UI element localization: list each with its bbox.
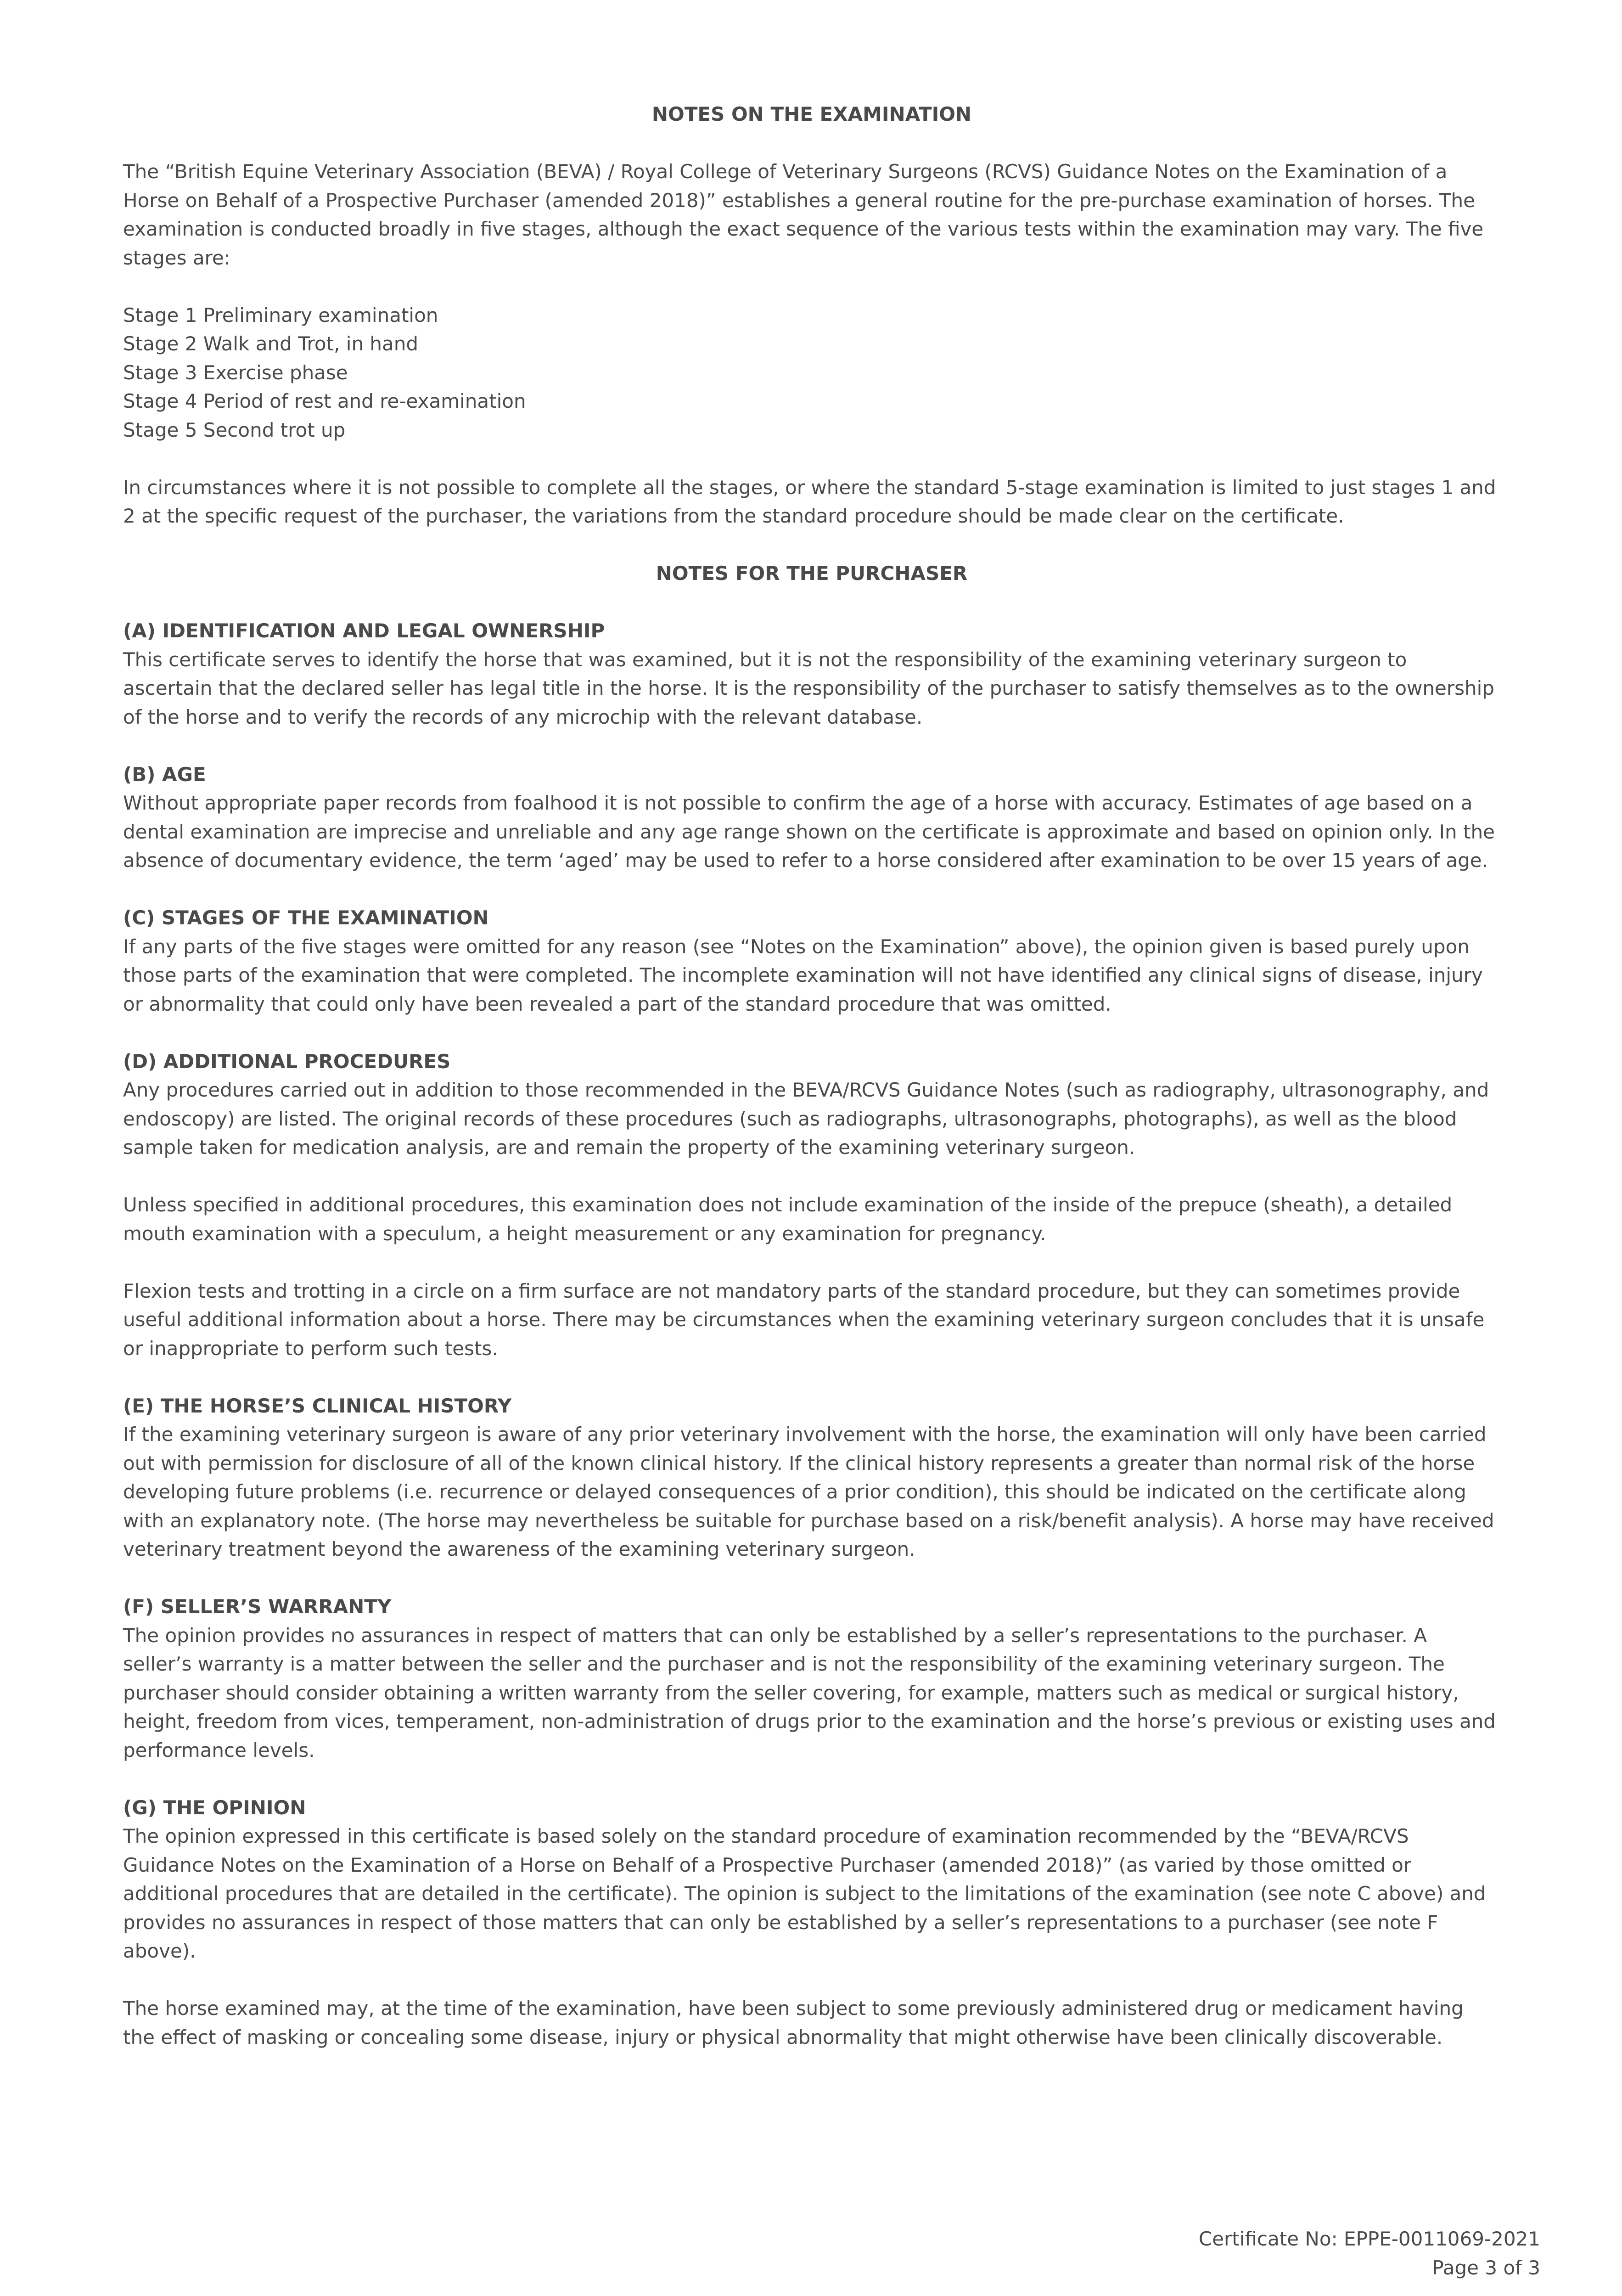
section-a-text: This certificate serves to identify the horse that was examined, but it is not the responsibility of the examining veterinary surgeon to ascertain that the declared seller has legal title in the horse. It is the responsibility of the purchaser to satisfy themselves as to the ownership of the horse and to verify the records of any microchip with the relevant database.	[123, 648, 1494, 728]
section-e-text: If the examining veterinary surgeon is aware of any prior veterinary involvement with the horse, the examination will only have been carried out with permission for disclosure of all of the known clinical history. If the clinical history represents a greater than normal risk of the horse developing future problems (i.e. recurrence or delayed consequences of a prior condition), this should be indicated on the certificate along with an explanatory note. (The horse may nevertheless be suitable for purchase based on a risk/benefit analysis). A horse may have received veterinary treatment beyond the awareness of the examining veterinary surgeon.	[123, 1423, 1494, 1560]
document-body	[123, 100, 1500, 2052]
section-f-text: The opinion provides no assurances in respect of matters that can only be established by a seller’s representations to the purchaser. A seller’s warranty is a matter between the seller and the purchaser and is not the responsibility of the examining veterinary surgeon. The purchaser should consider obtaining a written warranty from the seller covering, for example, matters such as medical or surgical history, height, freedom from vices, temperament, non-administration of drugs prior to the examination and the horse’s previous or existing uses and performance levels.	[123, 1624, 1496, 1761]
section-g-text-1: The opinion expressed in this certificate is based solely on the standard procedure of examination recommended by the “BEVA/RCVS Guidance Notes on the Examination of a Horse on Behalf of a Prospective Purchaser (amended 2018)” (as varied by those omitted or additional procedures that are detailed in the certificate). The opinion is subject to the limitations of the examination (see note C above) and provides no assurances in respect of those matters that can only be established by a seller’s representations to a purchaser (see note F above).	[123, 1825, 1486, 1962]
section-a-heading: (A) IDENTIFICATION AND LEGAL OWNERSHIP	[123, 619, 605, 642]
exam-outro-paragraph: In circumstances where it is not possible to complete all the stages, or where the standard 5-stage examination is limited to just stages 1 and 2 at the specific request of the purchaser, the variations from the standard procedure should be made clear on the certificate.	[123, 476, 1496, 527]
page-number: Page 3 of 3	[1432, 2257, 1540, 2279]
exam-intro-paragraph: The “British Equine Veterinary Association (BEVA) / Royal College of Veterinary Surgeons (RCVS) Guidance Notes on the Examination of a Horse on Behalf of a Prospective Purchaser (amended 2018)” establishes a general routine for the pre-purchase examination of horses. The examination is conducted broadly in five stages, although the exact sequence of the various tests within the examination may vary. The five stages are:	[123, 160, 1484, 269]
section-c-text: If any parts of the five stages were omitted for any reason (see “Notes on the Examination” above), the opinion given is based purely upon those parts of the examination that were completed. The incomplete examination will not have identified any clinical signs of disease, injury or abnormality that could only have been revealed a part of the standard procedure that was omitted.	[123, 935, 1483, 1015]
purchaser-notes-title: NOTES FOR THE PURCHASER	[656, 562, 968, 585]
stage-item: Stage 5 Second trot up	[123, 418, 346, 441]
section-b-text: Without appropriate paper records from foalhood it is not possible to confirm the age of a horse with accuracy. Estimates of age based on a dental examination are imprecise and unreliable and any age range shown on the certificate is approximate and based on opinion only. In the absence of documentary evidence, the term ‘aged’ may be used to refer to a horse considered after examination to be over 15 years of age.	[123, 792, 1495, 872]
stage-item: Stage 4 Period of rest and re-examination	[123, 390, 526, 412]
stage-item: Stage 3 Exercise phase	[123, 361, 348, 384]
section-g-heading: (G) THE OPINION	[123, 1796, 306, 1819]
section-d-text-1: Any procedures carried out in addition to those recommended in the BEVA/RCVS Guidance Notes (such as radiography, ultrasonography, and endoscopy) are listed. The original records of these procedures (such as radiographs, ultrasonographs, photographs), as well as the blood sample taken for medication analysis, are and remain the property of the examining veterinary surgeon.	[123, 1079, 1489, 1159]
section-f-heading: (F) SELLER’S WARRANTY	[123, 1595, 392, 1618]
stage-item: Stage 2 Walk and Trot, in hand	[123, 332, 419, 355]
certificate-number: Certificate No: EPPE-0011069-2021	[1198, 2228, 1540, 2250]
section-c-heading: (C) STAGES OF THE EXAMINATION	[123, 906, 489, 929]
exam-notes-title: NOTES ON THE EXAMINATION	[651, 103, 972, 125]
section-g-text-2: The horse examined may, at the time of the examination, have been subject to some previously administered drug or medicament having the effect of masking or concealing some disease, injury or physical abnormality that might otherwise have been clinically discoverable.	[123, 1997, 1464, 2048]
section-b-heading: (B) AGE	[123, 763, 206, 786]
section-d-heading: (D) ADDITIONAL PROCEDURES	[123, 1050, 451, 1073]
section-e-heading: (E) THE HORSE’S CLINICAL HISTORY	[123, 1394, 512, 1417]
section-d-text-2: Unless specified in additional procedures, this examination does not include examination of the inside of the prepuce (sheath), a detailed mouth examination with a speculum, a height measurement or any examination for pregnancy.	[123, 1193, 1453, 1245]
stage-item: Stage 1 Preliminary examination	[123, 304, 438, 326]
section-d-text-3: Flexion tests and trotting in a circle on a firm surface are not mandatory parts of the standard procedure, but they can sometimes provide useful additional information about a horse. There may be circumstances when the examining veterinary surgeon concludes that it is unsafe or inappropriate to perform such tests.	[123, 1279, 1485, 1360]
